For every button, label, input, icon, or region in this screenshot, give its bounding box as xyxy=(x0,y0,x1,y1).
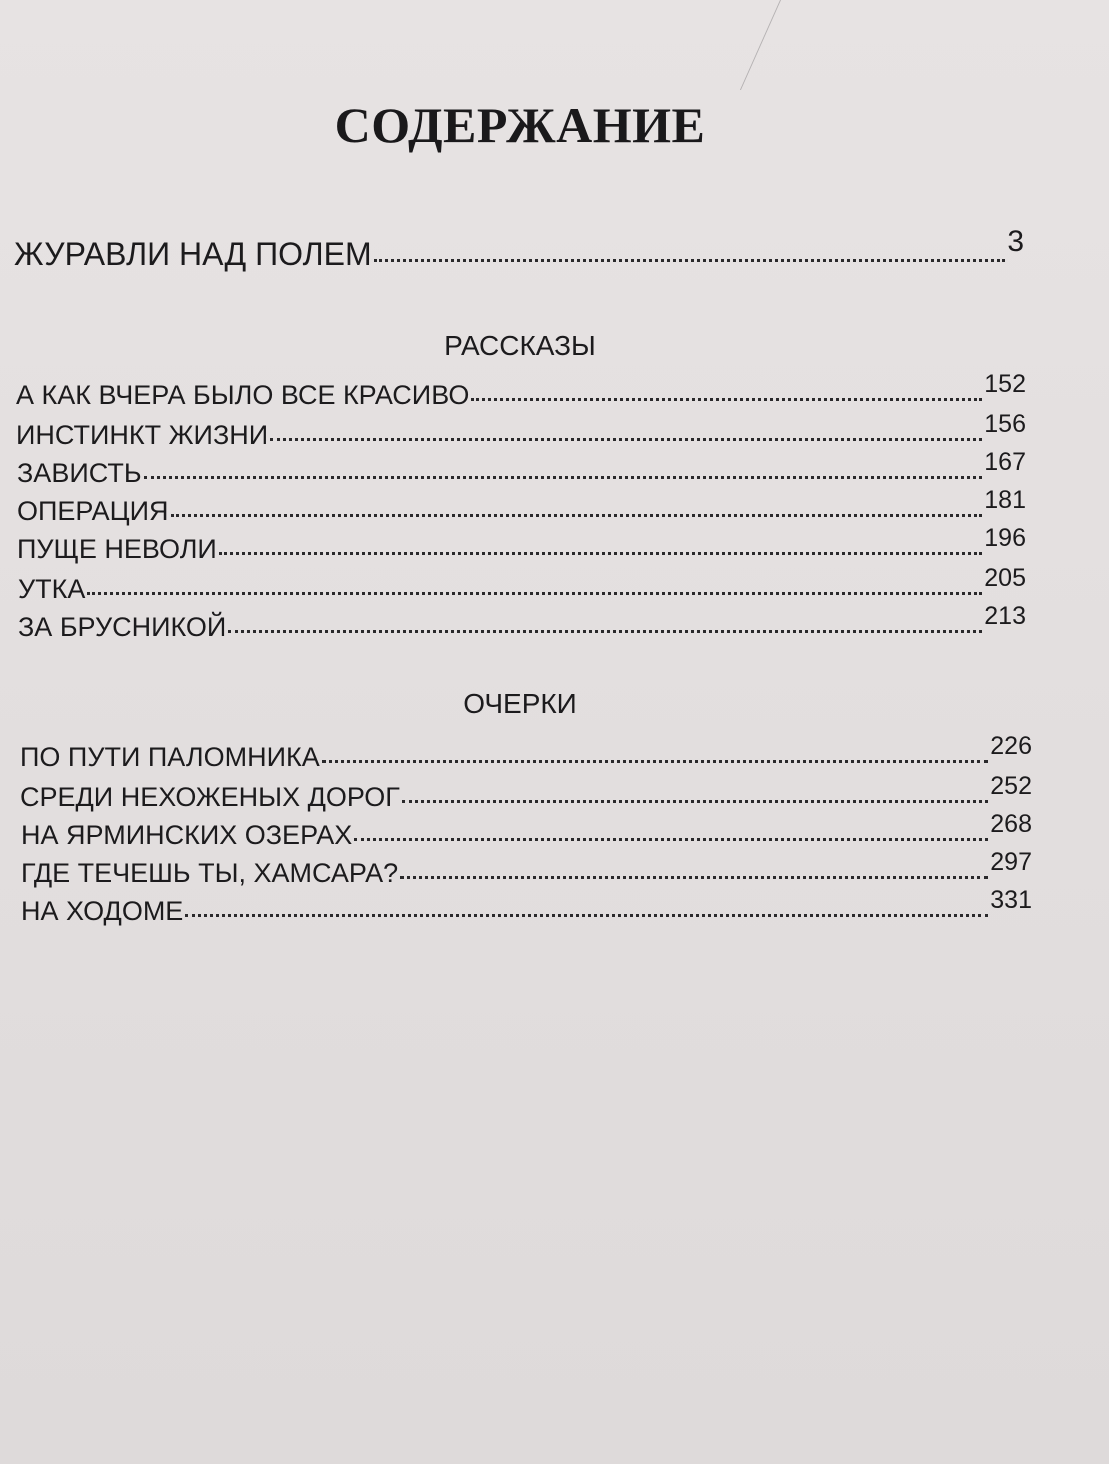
toc-entry-page: 297 xyxy=(990,848,1032,876)
toc-entry[interactable] xyxy=(18,602,1026,643)
toc-entry-page: 156 xyxy=(984,410,1026,438)
toc-entry-page: 152 xyxy=(984,370,1026,398)
toc-entry[interactable] xyxy=(16,370,1026,411)
toc-entry-label: ПО ПУТИ ПАЛОМНИКА xyxy=(20,742,320,772)
page-title: СОДЕРЖАНИЕ xyxy=(334,97,706,153)
toc-entry-label: ПУЩЕ НЕВОЛИ xyxy=(17,534,217,564)
toc-leader-dots xyxy=(171,514,983,517)
toc-leader-dots xyxy=(400,876,988,879)
toc-entry-label: ЗАВИСТЬ xyxy=(17,458,142,488)
toc-entry-page: 181 xyxy=(984,486,1026,514)
toc-leader-dots xyxy=(354,838,988,841)
section-heading-stories: РАССКАЗЫ xyxy=(444,330,596,361)
toc-entry[interactable] xyxy=(21,810,1032,851)
toc-entry-main[interactable] xyxy=(14,225,1024,273)
toc-entry-page: 167 xyxy=(984,448,1026,476)
toc-entry-label: ЗА БРУСНИКОЙ xyxy=(18,612,227,642)
toc-entry-label: УТКА xyxy=(18,574,86,604)
toc-entry[interactable] xyxy=(16,410,1026,451)
toc-leader-dots xyxy=(322,760,989,763)
toc-entry-page: 252 xyxy=(990,772,1032,800)
toc-leader-dots xyxy=(87,592,982,595)
toc-entry-label: СРЕДИ НЕХОЖЕНЫХ ДОРОГ xyxy=(20,782,400,812)
toc-leader-dots xyxy=(471,398,982,401)
toc-entry[interactable] xyxy=(20,732,1032,773)
toc-entry-label: НА ХОДОМЕ xyxy=(21,896,184,926)
toc-leader-dots xyxy=(270,438,982,441)
toc-entry-page: 196 xyxy=(984,524,1026,552)
toc-entry-page: 331 xyxy=(990,886,1032,914)
toc-entry[interactable] xyxy=(18,564,1026,605)
toc-leader-dots xyxy=(219,552,982,555)
toc-entry-page: 213 xyxy=(984,602,1026,630)
toc-entry[interactable] xyxy=(17,524,1026,565)
toc-entry[interactable] xyxy=(21,886,1032,927)
toc-entry-page: 205 xyxy=(984,564,1026,592)
toc-entry[interactable] xyxy=(21,848,1032,889)
toc-entry-label: А КАК ВЧЕРА БЫЛО ВСЕ КРАСИВО xyxy=(16,380,470,410)
toc-entry-label: ИНСТИНКТ ЖИЗНИ xyxy=(16,420,269,450)
section-heading-essays: ОЧЕРКИ xyxy=(463,688,577,719)
toc-leader-dots xyxy=(144,476,983,479)
toc-leader-dots xyxy=(228,630,982,633)
page-crease xyxy=(740,0,841,90)
toc-entry-label: ЖУРАВЛИ НАД ПОЛЕМ xyxy=(14,236,372,272)
toc-entry[interactable] xyxy=(20,772,1032,813)
toc-entry-page: 268 xyxy=(990,810,1032,838)
toc-leader-dots xyxy=(402,800,988,803)
toc-entry-label: ОПЕРАЦИЯ xyxy=(17,496,169,526)
toc-entry-label: ГДЕ ТЕЧЕШЬ ТЫ, ХАМСАРА? xyxy=(21,858,399,888)
toc-leader-dots xyxy=(185,914,988,917)
toc-entry-label: НА ЯРМИНСКИХ ОЗЕРАХ xyxy=(21,820,353,850)
toc-entry-page: 3 xyxy=(1007,225,1024,258)
toc-entry[interactable] xyxy=(17,448,1026,489)
toc-entry-page: 226 xyxy=(990,732,1032,760)
toc-leader-dots xyxy=(374,259,1006,262)
toc-entry[interactable] xyxy=(17,486,1026,527)
